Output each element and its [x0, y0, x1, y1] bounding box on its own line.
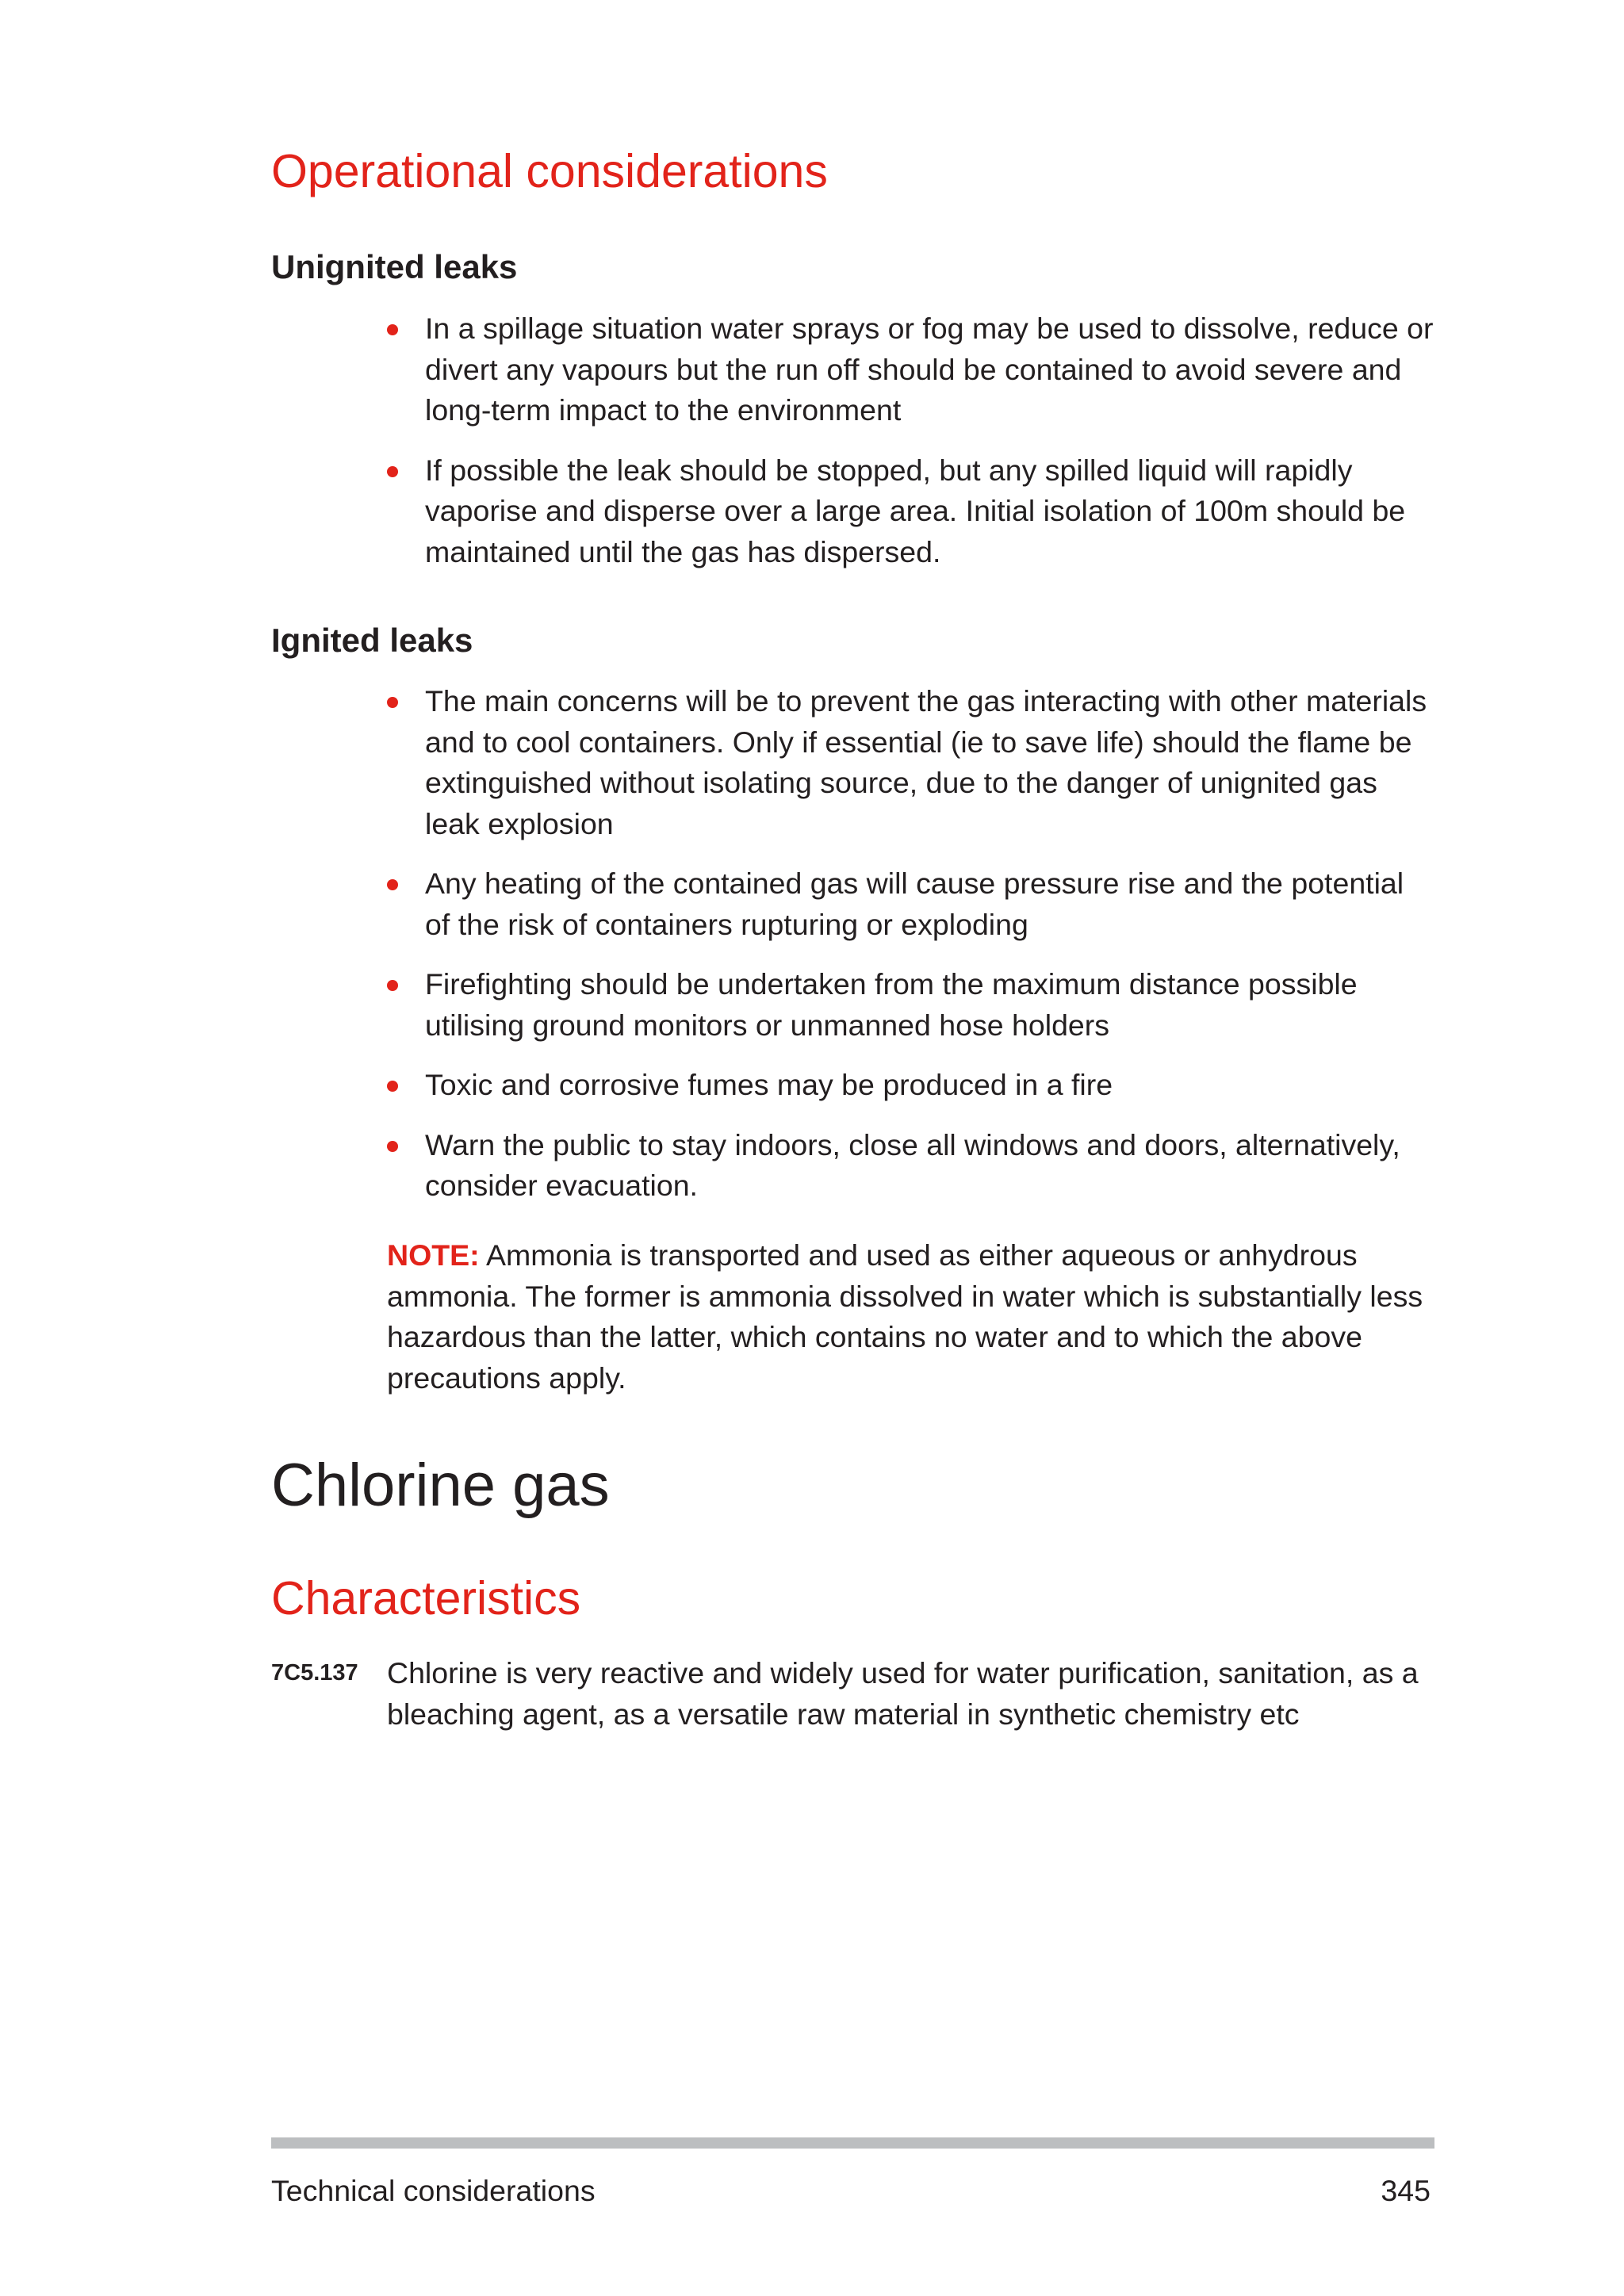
list-item [387, 308, 1434, 431]
ignited-leaks-list [387, 681, 1434, 1226]
page-number: 345 [1381, 2174, 1431, 2207]
list-item-text: If possible the leak should be stopped, but any spilled liquid will rapidly vaporise and disperse over a large area. Initial isolation of 100m should be maintained until the gas has dispersed. [425, 453, 1406, 568]
bullet-icon [387, 697, 398, 708]
section-title-characteristics: Characteristics [271, 1572, 581, 1624]
list-item [387, 1125, 1434, 1207]
list-item-text: Any heating of the contained gas will cause pressure rise and the potential of the risk of containers rupturing or exploding [425, 867, 1404, 941]
bullet-icon [387, 1081, 398, 1092]
bullet-icon [387, 1141, 398, 1152]
note-label: NOTE: [387, 1238, 480, 1272]
list-item [387, 863, 1434, 945]
subheading-ignited-leaks: Ignited leaks [271, 622, 473, 659]
paragraph-text: Chlorine is very reactive and widely used for water purification, sanitation, as a bleaching agent, as a versatile raw material in synthetic chemistry etc [387, 1656, 1419, 1731]
list-item [387, 681, 1434, 844]
footer-section-name: Technical considerations [271, 2174, 596, 2207]
list-item [387, 964, 1434, 1046]
list-item [387, 1065, 1434, 1106]
list-item [387, 450, 1434, 573]
bullet-icon [387, 879, 398, 890]
list-item-text: In a spillage situation water sprays or fog may be used to dissolve, reduce or divert any vapours but the run off should be contained to avoid severe and long-term impact to the environment [425, 312, 1434, 427]
footer-divider [271, 2137, 1434, 2149]
list-item-text: The main concerns will be to prevent the gas interacting with other materials and to cool containers. Only if essential (ie to save life) should the flame be extinguished without isolating source, due to the danger of unignited gas leak explosion [425, 684, 1427, 840]
bullet-icon [387, 466, 398, 477]
chapter-title-chlorine-gas: Chlorine gas [271, 1452, 610, 1519]
paragraph-number: 7C5.137 [271, 1660, 358, 1686]
note-text: Ammonia is transported and used as either aqueous or anhydrous ammonia. The former is ammonia dissolved in water which is substantially less hazardous than the latter, which contains no water and to which the above precautions apply. [387, 1238, 1423, 1395]
subheading-unignited-leaks: Unignited leaks [271, 248, 518, 285]
bullet-icon [387, 324, 398, 335]
unignited-leaks-list [387, 308, 1434, 591]
list-item-text: Toxic and corrosive fumes may be produced in a fire [425, 1068, 1113, 1101]
section-title-operational-considerations: Operational considerations [271, 145, 828, 197]
list-item-text: Firefighting should be undertaken from the maximum distance possible utilising ground monitors or unmanned hose holders [425, 967, 1358, 1042]
bullet-icon [387, 980, 398, 991]
note-ammonia [387, 1235, 1434, 1399]
list-item-text: Warn the public to stay indoors, close all windows and doors, alternatively, consider evacuation. [425, 1127, 1400, 1202]
